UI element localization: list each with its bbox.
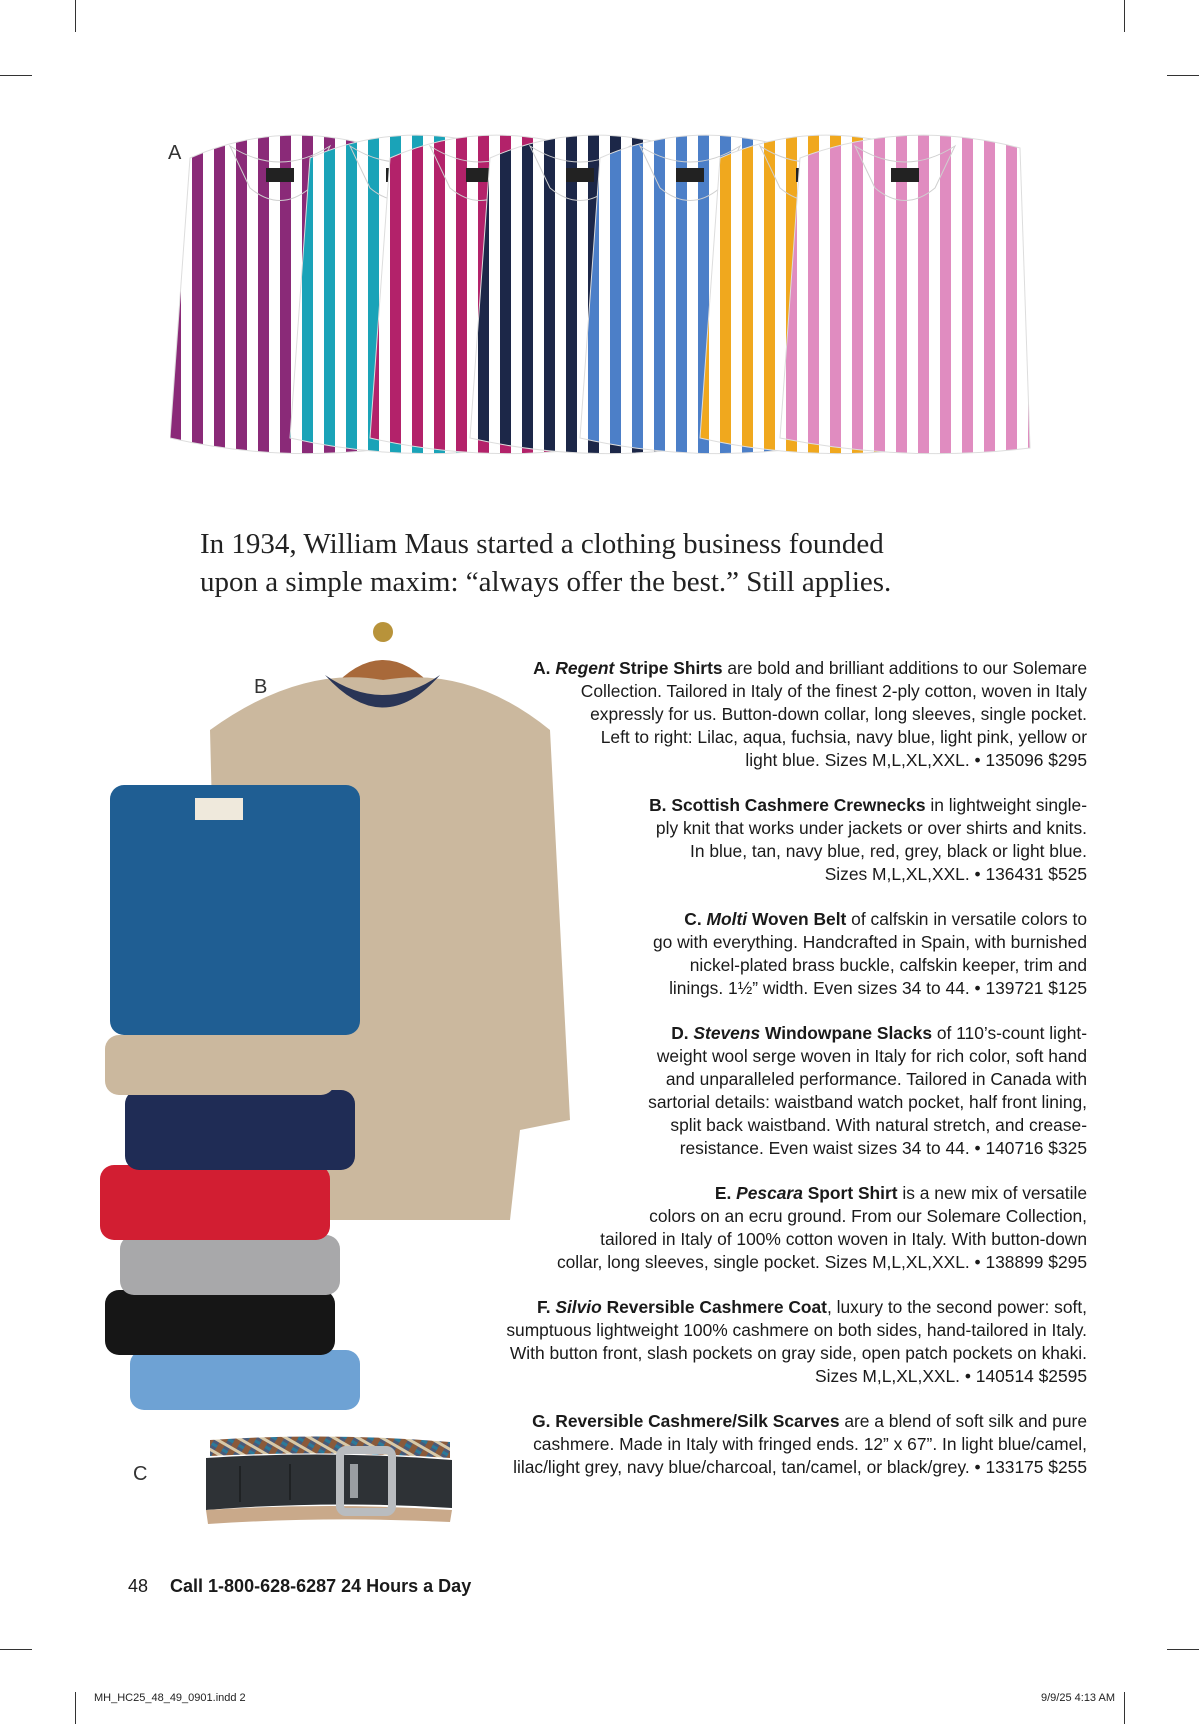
description-text: E. xyxy=(714,1183,737,1203)
description-line xyxy=(447,977,1087,1000)
description-line xyxy=(447,1365,1087,1388)
description-text: linings. 1½” width. Even sizes 34 to 44. • 139721 $125 xyxy=(669,978,1087,998)
product-description xyxy=(447,908,1087,1000)
crop-mark xyxy=(0,1649,32,1650)
folded-sweater xyxy=(125,1090,355,1170)
crop-mark xyxy=(75,1692,76,1724)
folded-sweater xyxy=(130,1350,360,1410)
description-text: Molti xyxy=(706,909,748,929)
product-description xyxy=(447,1410,1087,1479)
product-description xyxy=(447,1296,1087,1388)
description-text: colors on an ecru ground. From our Solemare Collection, xyxy=(649,1206,1087,1226)
description-line xyxy=(447,1251,1087,1274)
crop-mark xyxy=(75,0,76,32)
description-line xyxy=(447,1091,1087,1114)
product-description xyxy=(447,657,1087,772)
description-text: are a blend of soft silk and pure xyxy=(839,1411,1087,1431)
tagline-line: upon a simple maxim: “always offer the best.” Still applies. xyxy=(200,566,892,598)
description-text: Left to right: Lilac, aqua, fuchsia, navy blue, light pink, yellow or xyxy=(600,727,1087,747)
description-text: Sizes M,L,XL,XXL. • 140514 $2595 xyxy=(815,1366,1087,1386)
description-text: cashmere. Made in Italy with fringed ends. 12” x 67”. In light blue/camel, xyxy=(533,1434,1087,1454)
description-line xyxy=(447,908,1087,931)
description-line xyxy=(447,749,1087,772)
description-text: Silvio xyxy=(555,1297,602,1317)
description-text: resistance. Even waist sizes 34 to 44. • 140716 $325 xyxy=(679,1138,1087,1158)
woven-belt-photo xyxy=(200,1428,460,1528)
description-line xyxy=(447,954,1087,977)
item-letter-a: A xyxy=(168,142,182,164)
description-text: Sizes M,L,XL,XXL. • 136431 $525 xyxy=(824,864,1087,884)
striped-shirts-photo xyxy=(170,118,1040,508)
crop-mark xyxy=(1167,1649,1199,1650)
description-line xyxy=(447,794,1087,817)
description-line xyxy=(447,1410,1087,1433)
page-number: 48 xyxy=(128,1576,149,1596)
crop-mark xyxy=(1124,1692,1125,1724)
description-text: sartorial details: waistband watch pocket, half front lining, xyxy=(648,1092,1087,1112)
description-text: C. xyxy=(684,909,707,929)
description-line xyxy=(447,726,1087,749)
description-text: F. xyxy=(537,1297,556,1317)
description-text: of 110’s-count light- xyxy=(932,1023,1087,1043)
item-letter-c: C xyxy=(133,1463,148,1485)
call-line: Call 1-800-628-6287 24 Hours a Day xyxy=(170,1576,472,1596)
date-slug: 9/9/25 4:13 AM xyxy=(1041,1692,1115,1704)
product-description xyxy=(447,1022,1087,1160)
description-line xyxy=(447,657,1087,680)
crop-mark xyxy=(0,75,32,76)
description-line xyxy=(447,1114,1087,1137)
description-line xyxy=(447,931,1087,954)
description-text: light blue. Sizes M,L,XL,XXL. • 135096 $295 xyxy=(745,750,1087,770)
description-text: are bold and brilliant additions to our Solemare xyxy=(722,658,1087,678)
description-line xyxy=(447,1205,1087,1228)
description-line xyxy=(447,1228,1087,1251)
item-letter-b: B xyxy=(254,676,268,698)
product-description xyxy=(447,794,1087,886)
description-text: Stripe Shirts xyxy=(614,658,723,678)
description-line xyxy=(447,703,1087,726)
description-text: With button front, slash pockets on gray side, open patch pockets on khaki. xyxy=(509,1343,1087,1363)
crop-mark xyxy=(1167,75,1199,76)
description-text: Woven Belt xyxy=(747,909,847,929)
description-text: Sport Shirt xyxy=(802,1183,898,1203)
folded-sweater xyxy=(105,1035,335,1095)
description-text: nickel-plated brass buckle, calfskin keeper, trim and xyxy=(689,955,1087,975)
description-text: is a new mix of versatile xyxy=(897,1183,1087,1203)
description-text: Windowpane Slacks xyxy=(760,1023,932,1043)
description-text: go with everything. Handcrafted in Spain, with burnished xyxy=(652,932,1087,952)
description-text: ply knit that works under jackets or over shirts and knits. xyxy=(655,818,1087,838)
description-line xyxy=(447,1456,1087,1479)
description-text: weight wool serge woven in Italy for rich color, soft hand xyxy=(656,1046,1087,1066)
folded-sweater xyxy=(110,785,360,1035)
description-line xyxy=(447,1342,1087,1365)
tagline-line: In 1934, William Maus started a clothing business founded xyxy=(200,528,884,560)
description-line xyxy=(447,863,1087,886)
description-text: expressly for us. Button-down collar, long sleeves, single pocket. xyxy=(590,704,1087,724)
description-text: split back waistband. With natural stretch, and crease- xyxy=(670,1115,1087,1135)
description-line xyxy=(447,817,1087,840)
description-text: Reversible Cashmere Coat xyxy=(601,1297,827,1317)
description-text: Regent xyxy=(555,658,615,678)
description-text: sumptuous lightweight 100% cashmere on both sides, hand-tailored in Italy. xyxy=(506,1320,1087,1340)
description-line xyxy=(447,840,1087,863)
description-text: and unparalleled performance. Tailored in Canada with xyxy=(665,1069,1087,1089)
description-line xyxy=(447,1045,1087,1068)
file-slug: MH_HC25_48_49_0901.indd 2 xyxy=(94,1692,246,1704)
description-text: collar, long sleeves, single pocket. Sizes M,L,XL,XXL. • 138899 $295 xyxy=(556,1252,1087,1272)
description-text: Stevens xyxy=(693,1023,761,1043)
description-text: Pescara xyxy=(736,1183,803,1203)
description-text: G. Reversible Cashmere/Silk Scarves xyxy=(532,1411,840,1431)
description-line xyxy=(447,1068,1087,1091)
folded-sweater xyxy=(105,1290,335,1355)
description-line xyxy=(447,1319,1087,1342)
tagline xyxy=(200,525,1020,601)
description-text: In blue, tan, navy blue, red, grey, black or light blue. xyxy=(690,841,1087,861)
description-text: A. xyxy=(533,658,556,678)
crop-mark xyxy=(1124,0,1125,32)
description-text: D. xyxy=(671,1023,694,1043)
description-line xyxy=(447,1022,1087,1045)
product-description xyxy=(447,1182,1087,1274)
description-line xyxy=(447,1433,1087,1456)
description-text: lilac/light grey, navy blue/charcoal, tan/camel, or black/grey. • 133175 $255 xyxy=(513,1457,1087,1477)
description-line xyxy=(447,680,1087,703)
description-text: B. Scottish Cashmere Crewnecks xyxy=(649,795,926,815)
folded-sweater xyxy=(120,1235,340,1295)
page-footer xyxy=(128,1576,471,1597)
description-line xyxy=(447,1137,1087,1160)
description-text: tailored in Italy of 100% cotton woven in Italy. With button-down xyxy=(600,1229,1087,1249)
description-text: in lightweight single- xyxy=(925,795,1087,815)
folded-sweater xyxy=(100,1165,330,1240)
description-line xyxy=(447,1296,1087,1319)
product-descriptions xyxy=(447,657,1087,1501)
description-text: , luxury to the second power: soft, xyxy=(826,1297,1087,1317)
description-text: of calfskin in versatile colors to xyxy=(846,909,1087,929)
description-text: Collection. Tailored in Italy of the finest 2-ply cotton, woven in Italy xyxy=(580,681,1087,701)
shirt xyxy=(780,135,1030,453)
description-line xyxy=(447,1182,1087,1205)
